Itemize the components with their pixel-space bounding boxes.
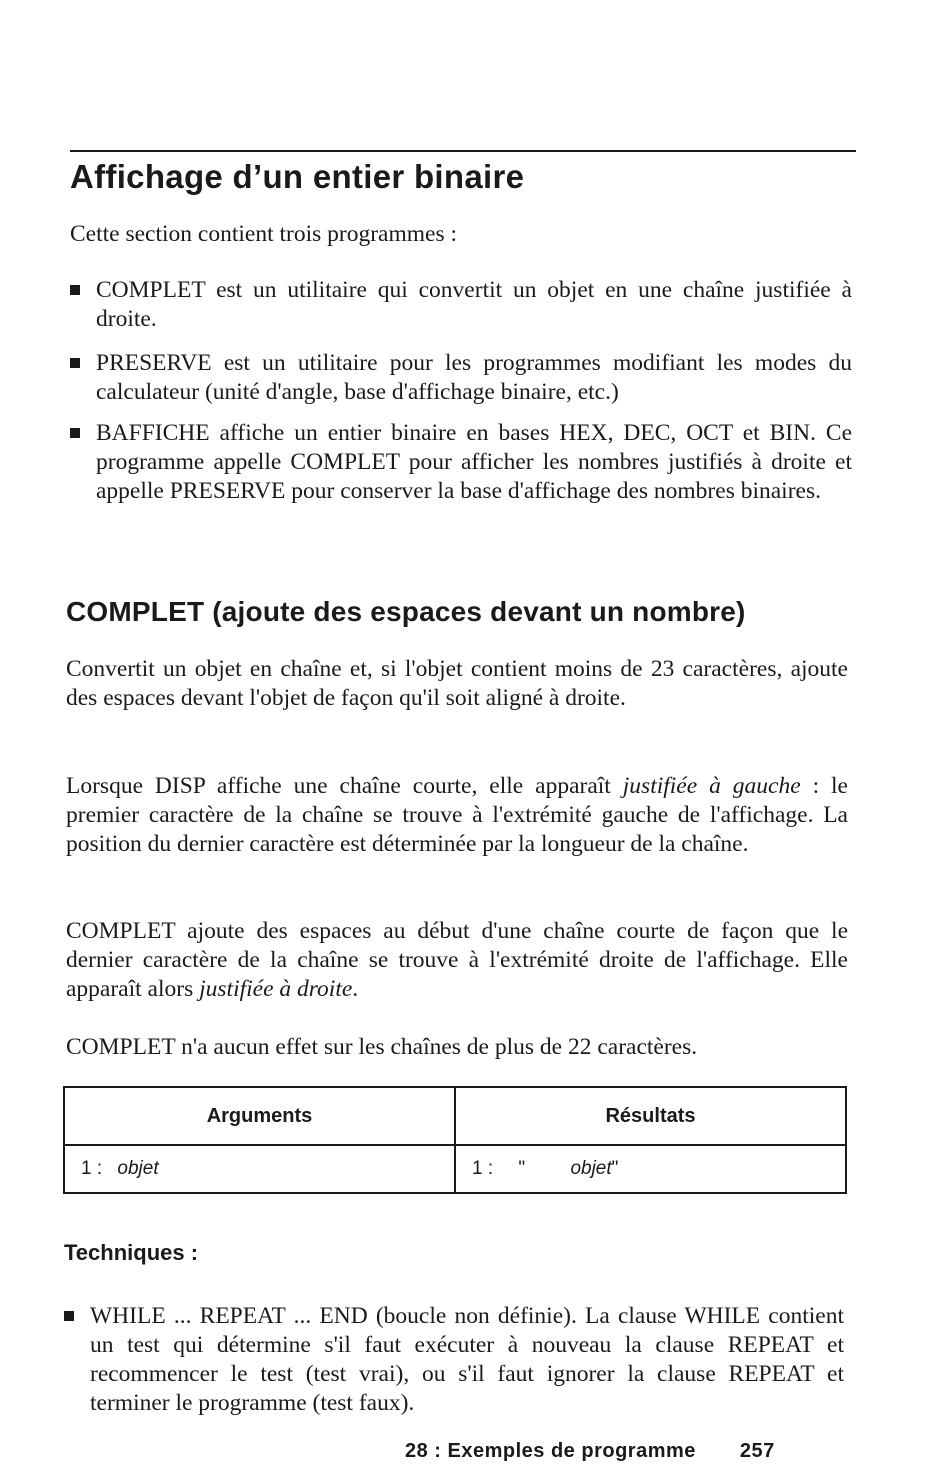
list-item-preserve bbox=[70, 349, 852, 407]
bullet-icon bbox=[70, 285, 80, 295]
table-row bbox=[64, 1145, 846, 1193]
emphasis-right: justifiée à droite bbox=[199, 976, 353, 1002]
list-item-text: PRESERVE est un utilitaire pour les programmes modifiant les modes du calculateur (unité d'angle, base d'affichage binaire, etc.) bbox=[96, 350, 852, 405]
arguments-table bbox=[63, 1086, 847, 1194]
intro-text: Cette section contient trois programmes : bbox=[70, 221, 458, 247]
chapter-label: 28 : Exemples de programme bbox=[405, 1440, 696, 1462]
emphasis-left: justifiée à gauche bbox=[622, 773, 801, 799]
result-cell bbox=[455, 1145, 846, 1193]
list-item-technique bbox=[64, 1302, 844, 1418]
quote-close: " bbox=[611, 1158, 619, 1179]
page-footer bbox=[405, 1440, 775, 1463]
list-item-baffiche bbox=[70, 419, 852, 506]
stack-level: 1 : bbox=[472, 1158, 494, 1179]
techniques-title: Techniques : bbox=[64, 1240, 199, 1265]
paragraph-4: COMPLET n'a aucun effet sur les chaînes de plus de 22 caractères. bbox=[66, 1034, 698, 1060]
bullet-icon bbox=[70, 428, 80, 438]
list-item-text: WHILE ... REPEAT ... END (boucle non définie). La clause WHILE contient un test qui détermine s'il faut exécuter à nouveau la clause REPEAT et recommencer le test (test vrai), ou s'il faut ignorer la clause REPEAT et terminer le programme (test faux). bbox=[90, 1303, 844, 1416]
paragraph-3: COMPLET ajoute des espaces au début d'une chaîne courte de façon que le dernier caractère de la chaîne se trouve à l'extrémité droite de l'affichage. Elle apparaît alors justifiée à droite. bbox=[66, 918, 848, 1002]
list-item-complet bbox=[70, 276, 852, 334]
result-value: objet bbox=[570, 1158, 612, 1179]
argument-value: objet bbox=[117, 1158, 159, 1179]
argument-cell bbox=[64, 1145, 455, 1193]
quote-open: " bbox=[518, 1158, 526, 1179]
section-title: Affichage d’un entier binaire bbox=[70, 158, 525, 195]
paragraph-2: Lorsque DISP affiche une chaîne courte, elle apparaît justifiée à gauche : le premier caractère de la chaîne se trouve à l'extrémité gauche de l'affichage. La position du dernier caractère est déterminée par la longueur de la chaîne. bbox=[66, 773, 848, 857]
section-rule bbox=[70, 150, 856, 152]
complet-title: COMPLET (ajoute des espaces devant un nombre) bbox=[66, 596, 746, 627]
list-item-text: BAFFICHE affiche un entier binaire en bases HEX, DEC, OCT et BIN. Ce programme appelle COMPLET pour afficher les nombres justifiés à droite et appelle PRESERVE pour conserver la base d'affichage des nombres binaires. bbox=[96, 420, 852, 504]
bullet-icon bbox=[70, 358, 80, 368]
bullet-icon bbox=[64, 1311, 74, 1321]
page-number: 257 bbox=[739, 1440, 775, 1462]
list-item-text: COMPLET est un utilitaire qui convertit un objet en une chaîne justifiée à droite. bbox=[96, 277, 852, 332]
paragraph-1: Convertit un objet en chaîne et, si l'objet contient moins de 23 caractères, ajoute des espaces devant l'objet de façon qu'il soit aligné à droite. bbox=[66, 656, 848, 711]
arguments-header: Arguments bbox=[64, 1087, 455, 1145]
stack-level: 1 : bbox=[81, 1158, 103, 1179]
results-header: Résultats bbox=[455, 1087, 846, 1145]
